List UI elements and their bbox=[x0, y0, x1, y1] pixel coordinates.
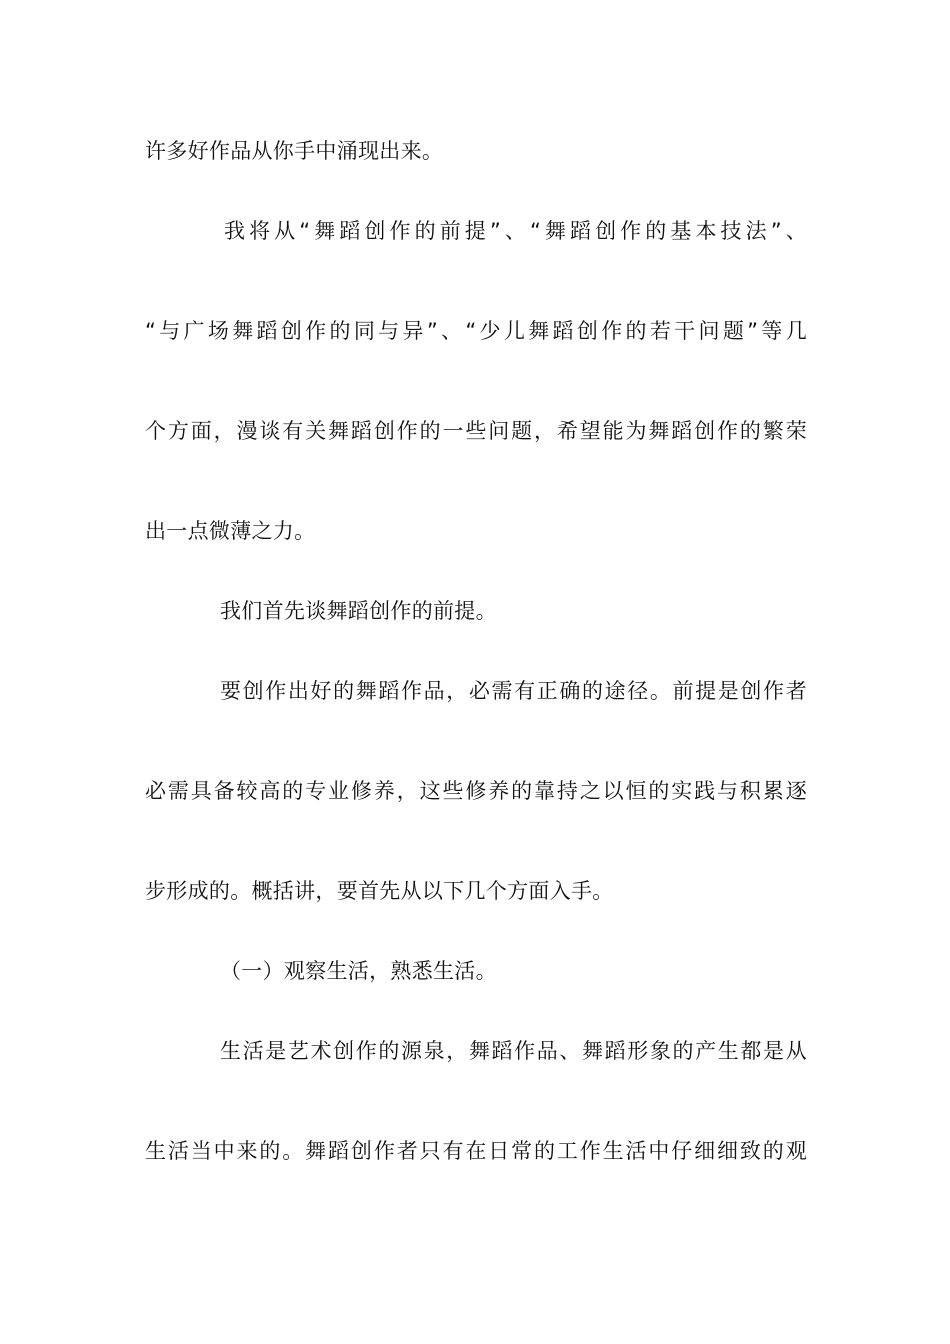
text-line: “与广场舞蹈创作的同与异”、“少儿舞蹈创作的若干问题”等几 bbox=[145, 319, 807, 343]
text-line: 生活是艺术创作的源泉，舞蹈作品、舞蹈形象的产生都是从 bbox=[220, 1039, 807, 1063]
text-line: 必需具备较高的专业修养，这些修养的靠持之以恒的实践与积累逐 bbox=[145, 779, 807, 803]
text-line: 出一点微薄之力。 bbox=[145, 519, 316, 543]
text-line: （一）观察生活，熟悉生活。 bbox=[220, 959, 497, 983]
text-line: 许多好作品从你手中涌现出来。 bbox=[145, 139, 444, 163]
text-line: 我将从“舞蹈创作的前提”、“舞蹈创作的基本技法”、 bbox=[224, 219, 807, 243]
text-line: 步形成的。概括讲，要首先从以下几个方面入手。 bbox=[145, 879, 614, 903]
text-line: 我们首先谈舞蹈创作的前提。 bbox=[220, 599, 497, 623]
text-line: 要创作出好的舞蹈作品，必需有正确的途径。前提是创作者 bbox=[220, 679, 807, 703]
text-line: 个方面，漫谈有关舞蹈创作的一些问题，希望能为舞蹈创作的繁荣 bbox=[145, 419, 807, 443]
text-line: 生活当中来的。舞蹈创作者只有在日常的工作生活中仔细细致的观 bbox=[145, 1139, 807, 1163]
